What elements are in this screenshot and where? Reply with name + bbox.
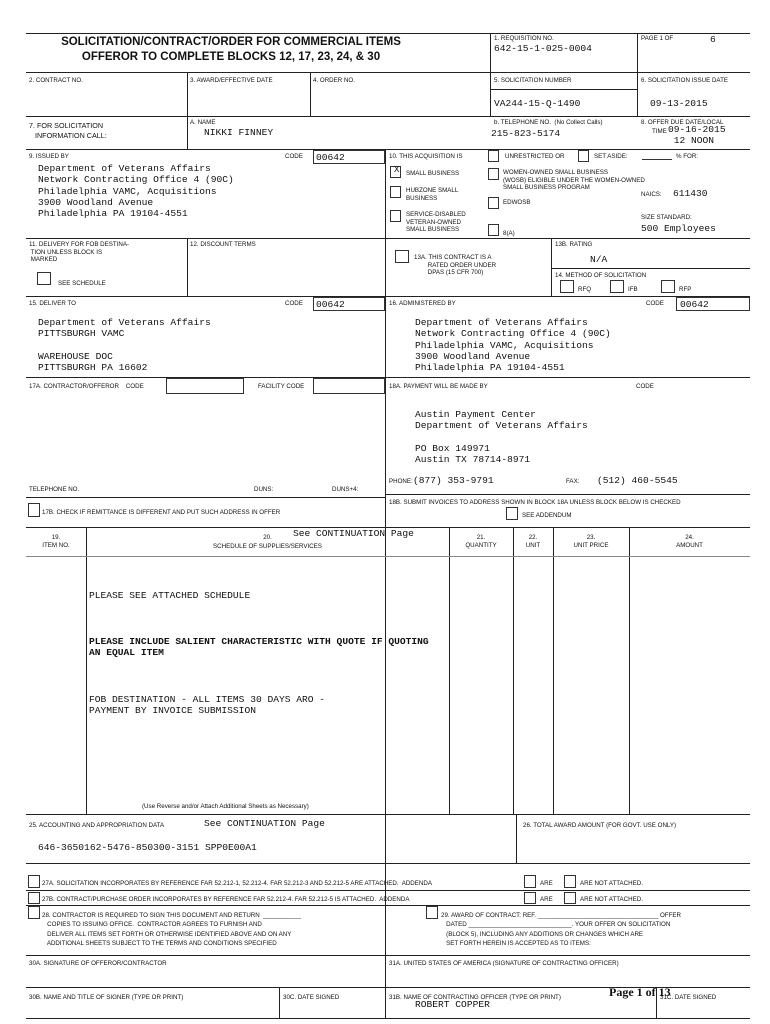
- clause-27a-are-not-checkbox[interactable]: [564, 875, 576, 888]
- remittance-checkbox[interactable]: [28, 503, 40, 517]
- rating-label: 13B. RATING: [555, 241, 593, 248]
- divider: [26, 814, 750, 815]
- ifb-checkbox[interactable]: [610, 280, 624, 293]
- divider: [449, 527, 450, 814]
- clause-27b-are-checkbox[interactable]: [524, 892, 536, 904]
- size-standard-value: 500 Employees: [641, 223, 716, 234]
- co-date-label: 31C. DATE SIGNED: [660, 994, 717, 1001]
- deliver-to-code-label: CODE: [285, 300, 303, 307]
- clause-27b-checkbox[interactable]: [28, 892, 40, 904]
- deliver-to-address: Department of Veterans Affairs PITTSBURGH VAMC WAREHOUSE DOC PITTSBURGH PA 16602: [38, 317, 211, 374]
- see-schedule-label: SEE SCHEDULE: [58, 280, 106, 287]
- divider: [26, 377, 750, 378]
- reverse-note: (Use Reverse and/or Attach Additional Sheets as Necessary): [142, 803, 309, 810]
- schedule-line-2: PLEASE INCLUDE SALIENT CHARACTERISTIC WITH QUOTE IF QUOTING AN EQUAL ITEM: [89, 636, 429, 659]
- deliver-to-code: 00642: [316, 299, 345, 310]
- edwosb-label: EDWOSB: [503, 199, 531, 206]
- issue-date-label: 6. SOLICITATION ISSUE DATE: [641, 77, 728, 84]
- administered-by-code: 00642: [680, 299, 709, 310]
- issued-by-address: Department of Veterans Affairs Network Contracting Office 4 (90C) Philadelphia VAMC, Acquisitions 3900 Woodland Avenue Philadelphia PA 19104-4551: [38, 163, 234, 220]
- divider: [385, 149, 386, 1019]
- clause-28-text: 28. CONTRACTOR IS REQUIRED TO SIGN THIS DOCUMENT AND RETURN ___________ COPIES TO ISSUING OFFICE. CONTRACTOR AGREES TO FURNISH AND DELIVER ALL ITEMS SET FORTH OR OTHERWISE IDENTIFIED ABOVE AND ON ANY ADDITIONAL SHEETS SUBJECT TO THE TERMS AND CONDITIONS SPECIFIED: [42, 912, 302, 948]
- requisition-label: 1. REQUISITION NO.: [494, 35, 554, 42]
- divider: [551, 268, 750, 269]
- contract-no-label: 2. CONTRACT NO.: [29, 77, 83, 84]
- payment-phone: (877) 353-9791: [413, 475, 494, 486]
- divider: [26, 116, 750, 117]
- rating-value: N/A: [590, 254, 608, 265]
- solicitation-no-value: VA244-15-Q-1490: [494, 98, 581, 109]
- set-aside-checkbox[interactable]: [578, 150, 589, 162]
- requisition-value: 642-15-1-025-0004: [494, 43, 592, 54]
- delivery-fob-label: 11. DELIVERY FOR FOB DESTINA- TION UNLESS BLOCK IS MARKED: [29, 241, 130, 263]
- contracting-officer-name: ROBERT COPPER: [415, 999, 490, 1010]
- clause-27b-are: ARE: [540, 896, 553, 903]
- small-business-label: SMALL BUSINESS: [406, 170, 460, 177]
- clause-27a-are-not: ARE NOT ATTACHED.: [580, 880, 643, 887]
- col-amount: 24. AMOUNT: [676, 534, 703, 549]
- award-29-text: 29. AWARD OF CONTRACT: REF. ___________________________________ OFFER DATED ______________________________. YOUR OFFER ON SOLICITATION (BLOCK 5), INCLUDING ANY ADDITIONS OR CHANGES WHICH ARE SET FORTH HEREIN IS ACCEPTED AS TO ITEMS:: [441, 912, 681, 948]
- clause-27a-are-checkbox[interactable]: [524, 875, 536, 888]
- rated-order-label: 13A. THIS CONTRACT IS A RATED ORDER UNDER DPAS (15 CFR 700): [414, 254, 497, 276]
- issued-by-code-label: CODE: [285, 153, 303, 160]
- contracting-officer-label: 31B. NAME OF CONTRACTING OFFICER (TYPE OR PRINT): [389, 994, 561, 1001]
- divider: [26, 890, 750, 891]
- eight-a-checkbox[interactable]: [488, 224, 499, 236]
- divider: [187, 116, 188, 149]
- hubzone-label: HUBZONE SMALL BUSINESS: [406, 187, 459, 202]
- submit-invoices-label: 18B. SUBMIT INVOICES TO ADDRESS SHOWN IN BLOCK 18A UNLESS BLOCK BELOW IS CHECKED: [389, 499, 681, 506]
- small-business-mark: X: [394, 165, 400, 175]
- naics-value: 611430: [673, 188, 708, 199]
- see-schedule-checkbox[interactable]: [37, 272, 51, 285]
- unrestricted-checkbox[interactable]: [488, 150, 499, 162]
- divider: [26, 497, 385, 498]
- administered-by-label: 16. ADMINISTERED BY: [389, 300, 456, 307]
- addendum-label: SEE ADDENDUM: [522, 512, 572, 519]
- divider: [553, 527, 554, 814]
- divider: [516, 814, 517, 863]
- col-schedule-number: 20.: [263, 534, 272, 541]
- col-schedule-title: SCHEDULE OF SUPPLIES/SERVICES: [213, 543, 322, 550]
- wosb-checkbox[interactable]: [488, 168, 499, 180]
- divider: [26, 556, 750, 557]
- contact-name: NIKKI FINNEY: [204, 127, 274, 138]
- clause-28-checkbox[interactable]: [28, 906, 40, 919]
- payment-code-label: CODE: [636, 383, 654, 390]
- payment-phone-label: PHONE:: [389, 478, 413, 485]
- divider: [385, 494, 750, 495]
- administered-by-code-label: CODE: [646, 300, 664, 307]
- offeror-signature-label: 30A. SIGNATURE OF OFFEROR/CONTRACTOR: [29, 960, 167, 967]
- divider: [310, 72, 311, 116]
- naics-label: NAICS:: [641, 191, 662, 198]
- divider: [26, 955, 750, 956]
- col-unit-price: 23. UNIT PRICE: [573, 534, 609, 549]
- order-no-label: 4. ORDER NO.: [313, 77, 355, 84]
- ifb-label: IFB: [628, 286, 638, 293]
- clause-27b-are-not-checkbox[interactable]: [564, 892, 576, 904]
- clause-27a-checkbox[interactable]: [28, 875, 40, 888]
- hubzone-checkbox[interactable]: [390, 186, 401, 198]
- page-total: 6: [710, 34, 716, 45]
- issue-date-value: 09-13-2015: [650, 98, 708, 109]
- discount-terms-label: 12. DISCOUNT TERMS: [190, 241, 256, 248]
- schedule-line-1: PLEASE SEE ATTACHED SCHEDULE: [89, 590, 251, 601]
- divider: [86, 527, 87, 814]
- issued-by-label: 9. ISSUED BY: [29, 153, 69, 160]
- solicitation-no-label: 5. SOLICITATION NUMBER: [494, 77, 572, 84]
- award-date-label: 3. AWARD/EFFECTIVE DATE: [190, 77, 273, 84]
- col-item-no: 19. ITEM NO.: [42, 534, 70, 549]
- issued-by-code: 00642: [316, 152, 345, 163]
- rfp-label: RFP: [679, 286, 692, 293]
- divider: [26, 905, 750, 906]
- form-top-border: [26, 33, 750, 34]
- sdvosb-label: SERVICE-DISABLED VETERAN-OWNED SMALL BUSINESS: [406, 211, 466, 233]
- clause-27b-label: 27B. CONTRACT/PURCHASE ORDER INCORPORATES BY REFERENCE FAR 52.212-4. FAR 52.212-5 IS ATTACHED. ADDENDA: [42, 896, 410, 903]
- divider: [187, 72, 188, 116]
- divider: [629, 527, 630, 814]
- divider: [187, 238, 188, 296]
- divider: [551, 238, 552, 296]
- col-quantity: 21. QUANTITY: [465, 534, 497, 549]
- divider: [26, 296, 750, 297]
- payment-by-label: 18A. PAYMENT WILL BE MADE BY: [389, 383, 488, 390]
- size-standard-label: SIZE STANDARD:: [641, 214, 692, 221]
- contact-phone: 215-823-5174: [491, 128, 561, 139]
- payment-fax-label: FAX:: [566, 478, 580, 485]
- facility-code-field[interactable]: [313, 378, 385, 394]
- form-bottom-border: [26, 1018, 750, 1019]
- acquisition-label: 10. THIS ACQUISITION IS: [389, 153, 463, 160]
- signer-name-label: 30B. NAME AND TITLE OF SIGNER (TYPE OR PRINT): [29, 994, 184, 1001]
- contractor-telephone-label: TELEPHONE NO.: [29, 486, 80, 493]
- remittance-label: 17B. CHECK IF REMITTANCE IS DIFFERENT AND PUT SUCH ADDRESS IN OFFER: [42, 509, 281, 516]
- phone-label: b. TELEPHONE NO. (No Collect Calls): [494, 119, 603, 126]
- sdvosb-checkbox[interactable]: [390, 210, 401, 222]
- unrestricted-label: UNRESTRICTED OR: [505, 153, 565, 160]
- divider: [26, 149, 750, 150]
- divider: [26, 863, 750, 864]
- duns4-label: DUNS+4:: [332, 486, 359, 493]
- rfq-label: RFQ: [578, 286, 592, 293]
- clause-27b-are-not: ARE NOT ATTACHED.: [580, 896, 643, 903]
- accounting-value: 646-3650162-5476-850300-3151 SPP0E00A1: [38, 842, 257, 853]
- deliver-to-label: 15. DELIVER TO: [29, 300, 76, 307]
- form-title-line2: OFFEROR TO COMPLETE BLOCKS 12, 17, 23, 24, & 30: [81, 51, 381, 63]
- time-label: TIME: [652, 128, 667, 135]
- contractor-label: 17A. CONTRACTOR/OFFEROR CODE: [29, 383, 144, 390]
- duns-label: DUNS:: [254, 486, 274, 493]
- name-label: A. NAME: [190, 119, 216, 126]
- clause-27a-label: 27A. SOLICITATION INCORPORATES BY REFERENCE FAR 52.212-1, 52.212-4. FAR 52.212-3 AND 52.212-5 ARE ATTACHED. ADDENDA: [42, 880, 432, 887]
- pct-underline: [642, 159, 672, 160]
- signer-date-label: 30C. DATE SIGNED: [283, 994, 340, 1001]
- due-date-value: 09-16-2015 12 NOON: [668, 124, 726, 147]
- payment-fax: (512) 460-5545: [597, 475, 678, 486]
- schedule-line-3: FOB DESTINATION - ALL ITEMS 30 DAYS ARO - PAYMENT BY INVOICE SUBMISSION: [89, 694, 326, 717]
- divider: [490, 89, 637, 90]
- divider: [279, 987, 280, 1018]
- wosb-label: WOMEN-OWNED SMALL BUSINESS (WOSB) ELIGIBLE UNDER THE WOMEN-OWNED SMALL BUSINESS PROGRAM: [503, 169, 645, 191]
- contractor-code-field[interactable]: [166, 378, 244, 394]
- usa-signature-label: 31A. UNITED STATES OF AMERICA (SIGNATURE OF CONTRACTING OFFICER): [389, 960, 619, 967]
- schedule-continuation: See CONTINUATION Page: [293, 528, 414, 539]
- facility-code-label: FACILITY CODE: [258, 383, 305, 390]
- payment-address: Austin Payment Center Department of Veterans Affairs PO Box 149971 Austin TX 78714-8971: [415, 409, 588, 466]
- divider: [26, 72, 750, 73]
- due-date-label: 8. OFFER DUE DATE/LOCAL: [641, 119, 724, 126]
- edwosb-checkbox[interactable]: [488, 197, 499, 209]
- for-solicitation-label: 7. FOR SOLICITATION INFORMATION CALL:: [29, 121, 107, 140]
- administered-by-address: Department of Veterans Affairs Network Contracting Office 4 (90C) Philadelphia VAMC, Acquisitions 3900 Woodland Avenue Philadelphia PA 19104-4551: [415, 317, 611, 374]
- form-title-line1: SOLICITATION/CONTRACT/ORDER FOR COMMERCIAL ITEMS: [61, 36, 401, 48]
- eight-a-label: 8(A): [503, 230, 515, 237]
- award-29-checkbox[interactable]: [426, 906, 438, 919]
- divider: [26, 238, 750, 239]
- clause-27a-are: ARE: [540, 880, 553, 887]
- page-label: PAGE 1 OF: [641, 35, 674, 42]
- page-number: Page 1 of 13: [609, 985, 671, 999]
- accounting-continuation: See CONTINUATION Page: [204, 818, 325, 829]
- addendum-checkbox[interactable]: [506, 507, 518, 520]
- rated-order-checkbox[interactable]: [395, 250, 409, 263]
- method-label: 14. METHOD OF SOLICITATION: [555, 272, 647, 279]
- set-aside-label: SET ASIDE:: [594, 153, 628, 160]
- divider: [637, 33, 638, 117]
- accounting-label: 25. ACCOUNTING AND APPROPRIATION DATA: [29, 822, 165, 829]
- rfp-checkbox[interactable]: [661, 280, 675, 293]
- col-unit: 22. UNIT: [525, 534, 541, 549]
- total-award-label: 26. TOTAL AWARD AMOUNT (FOR GOVT. USE ONLY): [523, 822, 677, 829]
- divider: [513, 527, 514, 814]
- rfq-checkbox[interactable]: [560, 280, 574, 293]
- divider: [490, 33, 491, 117]
- pct-for-label: % FOR:: [676, 153, 699, 160]
